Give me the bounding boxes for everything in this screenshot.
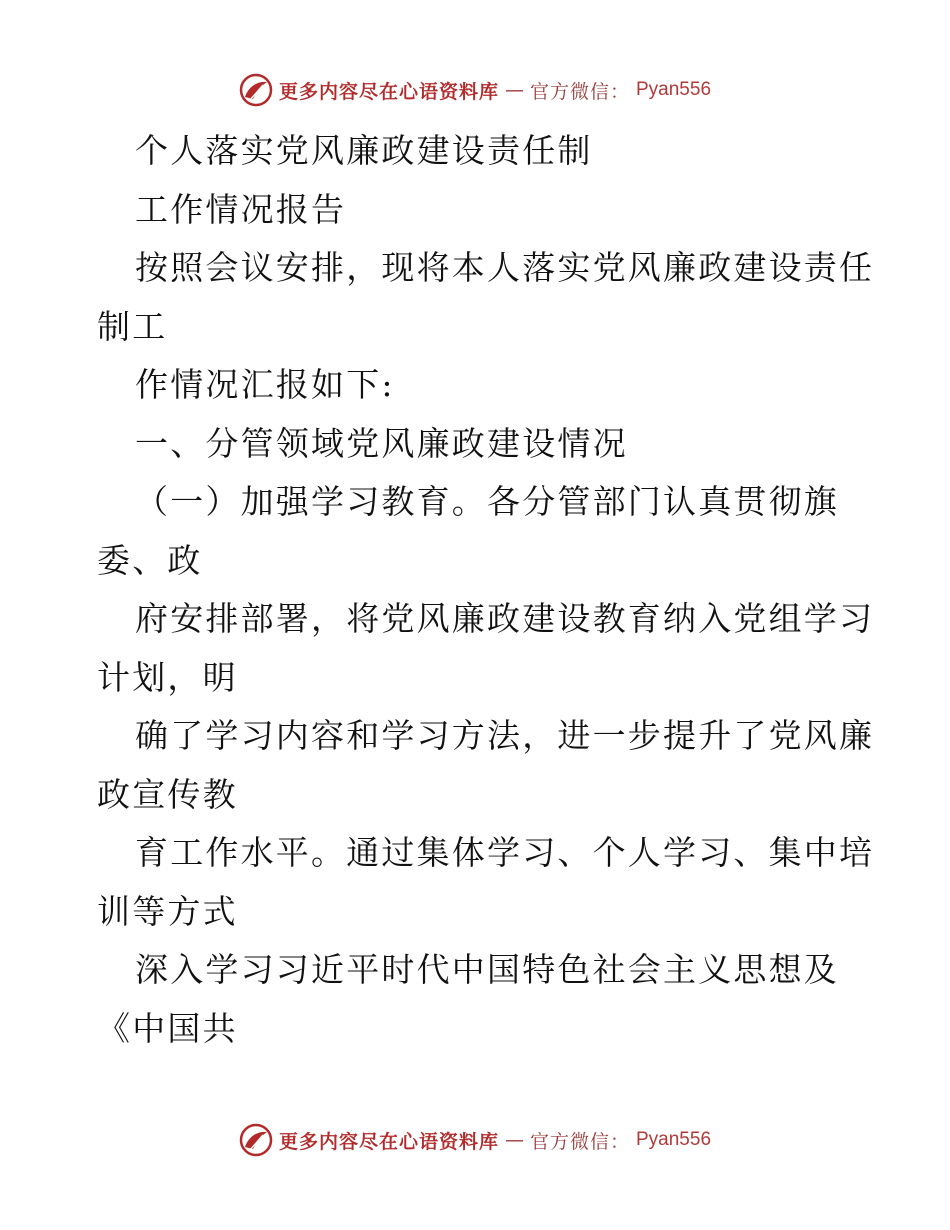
watermark-separator: — bbox=[504, 79, 524, 101]
watermark-wechat-id: Pyan556 bbox=[636, 79, 712, 100]
text-line: 作情况汇报如下: bbox=[135, 365, 395, 404]
text-line: 制工 bbox=[97, 306, 168, 346]
text-line: 《中国共 bbox=[97, 1008, 238, 1048]
text-line: 府安排部署，将党风廉政建设教育纳入党组学习 bbox=[135, 599, 875, 638]
text-line: 训等方式 bbox=[97, 891, 238, 931]
section-heading: 一、分管领域党风廉政建设情况 bbox=[135, 423, 628, 463]
header-watermark bbox=[0, 70, 950, 110]
document-title-line-2: 工作情况报告 bbox=[135, 189, 347, 229]
footer-watermark bbox=[0, 1120, 950, 1160]
text-line: 委、政 bbox=[97, 540, 203, 580]
watermark-wechat-id: Pyan556 bbox=[636, 1129, 712, 1150]
watermark-brand-text: 更多内容尽在心语资料库 bbox=[278, 80, 499, 103]
watermark-separator: — bbox=[504, 1129, 524, 1151]
document-body bbox=[97, 122, 875, 1058]
brand-logo-icon bbox=[239, 1123, 273, 1157]
text-line: 计划，明 bbox=[97, 657, 238, 697]
text-line: 政宣传教 bbox=[97, 774, 238, 814]
watermark-wechat-label: 官方微信： bbox=[529, 1130, 630, 1153]
text-line: 按照会议安排，现将本人落实党风廉政建设责任 bbox=[135, 248, 875, 287]
watermark-brand-text: 更多内容尽在心语资料库 bbox=[278, 1130, 499, 1153]
text-line: 深入学习习近平时代中国特色社会主义思想及 bbox=[135, 950, 839, 989]
text-line: 确了学习内容和学习方法，进一步提升了党风廉 bbox=[135, 716, 875, 755]
document-title-line-1: 个人落实党风廉政建设责任制 bbox=[135, 131, 593, 170]
text-line: （一）加强学习教育。各分管部门认真贯彻旗 bbox=[135, 482, 839, 521]
brand-logo-icon bbox=[239, 73, 273, 107]
text-line: 育工作水平。通过集体学习、个人学习、集中培 bbox=[135, 833, 875, 872]
watermark-wechat-label: 官方微信： bbox=[529, 80, 630, 103]
